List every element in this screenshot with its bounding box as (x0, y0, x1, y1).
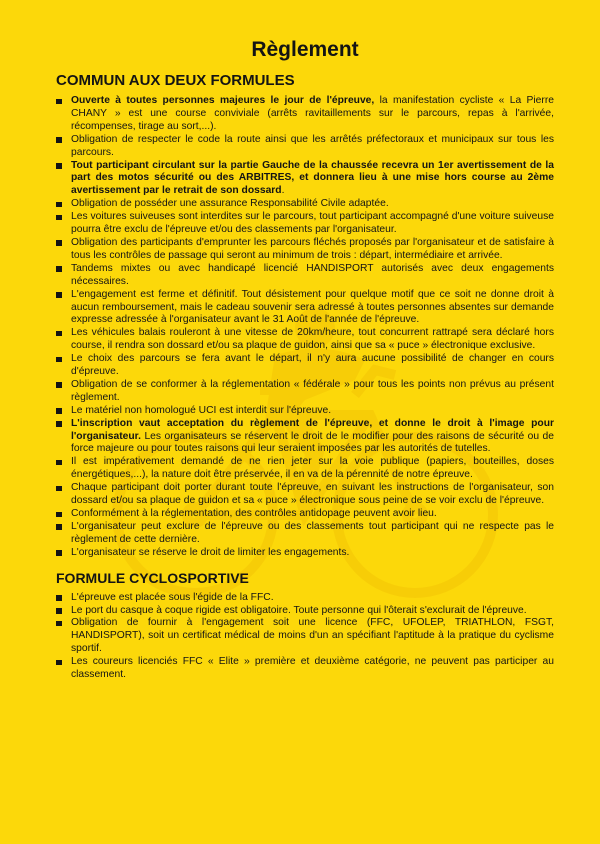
square-bullet-icon (56, 408, 62, 414)
rule-text: Chaque participant doit porter durant toute l'épreuve, en suivant les instructions de l'organisateur, son dossard et/ou sa plaque de guidon et sa « puce » électronique sous peine de se voir exclu de l'épreuve. (71, 482, 554, 507)
rule-item (56, 134, 554, 160)
square-bullet-icon (56, 163, 62, 169)
rule-item (56, 521, 554, 547)
rules-list-common (56, 95, 554, 560)
rule-text: Obligation de se conformer à la réglementation « fédérale » pour tous les points non prévus au présent règlement. (71, 378, 554, 403)
square-bullet-icon (56, 608, 62, 614)
rule-text: L'épreuve est placée sous l'égide de la FFC. (71, 591, 274, 603)
square-bullet-icon (56, 215, 62, 221)
square-bullet-icon (56, 382, 62, 388)
rule-item (56, 237, 554, 263)
rule-text: . (281, 185, 285, 197)
rule-text: L'engagement est ferme et définitif. Tout désistement pour quelque motif que ce soit ne donne droit à aucun remboursement, mais le cadeau souvenir sera adressé à toutes personnes absentes sur demande expresse adressée à l'organisateur avant le 31 Août de l'année de l'épreuve. (71, 288, 554, 326)
rule-item (56, 418, 554, 457)
rules-list-cyclosportive (56, 592, 554, 682)
square-bullet-icon (56, 99, 62, 105)
rule-item (56, 405, 554, 418)
rule-item (56, 160, 554, 199)
rule-item (56, 592, 554, 605)
rule-item (56, 656, 554, 682)
square-bullet-icon (56, 595, 62, 601)
rule-item (56, 327, 554, 353)
rule-text: Le port du casque à coque rigide est obligatoire. Toute personne qui l'ôterait s'exclurait de l'épreuve. (71, 604, 527, 616)
square-bullet-icon (56, 524, 62, 530)
rule-item (56, 353, 554, 379)
rule-text: L'organisateur se réserve le droit de limiter les engagements. (71, 546, 350, 558)
square-bullet-icon (56, 331, 62, 337)
rule-text: la manifestation cycliste « La Pierre CHANY » est une course conviviale (arrêts ravitaillements sur le parcours, repas à l'arrivée, récompenses, tirage au sort,...). (71, 95, 554, 132)
rule-text: Le matériel non homologué UCI est interdit sur l'épreuve. (71, 404, 332, 416)
rule-text: Obligation de posséder une assurance Responsabilité Civile adaptée. (71, 198, 389, 210)
square-bullet-icon (56, 292, 62, 298)
rule-text: Les organisateurs se réservent le droit de le modifier pour des raisons de sécurité ou de force majeure ou pour toutes raisons qui leur seraient imposées par les autorités de tutelles. (71, 430, 554, 455)
rule-bold-text: Tout participant circulant sur la partie Gauche de la chaussée recevra un 1er avertissement de la part des motos sécurité ou des ARBITRES, et donnera lieu à une mise hors course au 2ème avertissement par le retrait de son dossard (71, 159, 554, 197)
rule-item (56, 547, 554, 560)
section-heading-common: COMMUN AUX DEUX FORMULES (56, 72, 295, 89)
square-bullet-icon (56, 660, 62, 666)
square-bullet-icon (56, 202, 62, 208)
square-bullet-icon (56, 421, 62, 427)
section-heading-cyclosportive: FORMULE CYCLOSPORTIVE (56, 569, 249, 586)
rule-text: L'organisateur peut exclure de l'épreuve ou des classements tout participant qui ne respecte pas le règlement de cette dernière. (71, 520, 554, 545)
rule-bold-text: L'inscription vaut acceptation du règlement de l'épreuve, et donne le droit à l'image pour l'organisateur. (71, 417, 554, 442)
rule-item (56, 605, 554, 618)
rule-item (56, 379, 554, 405)
rule-item (56, 508, 554, 521)
square-bullet-icon (56, 240, 62, 246)
rule-item (56, 211, 554, 237)
rule-text: Il est impérativement demandé de ne rien jeter sur la voie publique (papiers, bouteilles, doses énergétiques,...), la nature doit être préservée, il en va de la pérennité de notre épreuve. (71, 456, 554, 481)
rule-text: Tandems mixtes ou avec handicapé licencié HANDISPORT autorisés avec deux engagements nécessaires. (71, 262, 554, 287)
rule-item (56, 289, 554, 328)
rule-text: Les voitures suiveuses sont interdites sur le parcours, tout participant accompagné d'une voiture suiveuse pourra être exclu de l'épreuve et/ou des classements par l'organisateur. (71, 211, 554, 236)
square-bullet-icon (56, 460, 62, 466)
rule-text: Obligation des participants d'emprunter les parcours fléchés proposés par l'organisateur et de satisfaire à tous les contrôles de passage qui seront au minimum de trois : départ, intermédiaire et arrivée. (71, 236, 554, 261)
square-bullet-icon (56, 266, 62, 272)
rule-item (56, 482, 554, 508)
page-title: Règlement (251, 38, 359, 61)
rule-item (56, 198, 554, 211)
square-bullet-icon (56, 137, 62, 143)
rule-text: Obligation de fournir à l'engagement soit une licence (FFC, UFOLEP, TRIATHLON, FSGT, HANDISPORT), soit un certificat médical de moins d'un an spécifiant l'aptitude à la pratique du cyclisme sportif. (71, 617, 554, 655)
square-bullet-icon (56, 486, 62, 492)
rule-text: Les coureurs licenciés FFC « Elite » première et deuxième catégorie, ne peuvent pas participer au classement. (71, 656, 554, 681)
square-bullet-icon (56, 550, 62, 556)
square-bullet-icon (56, 621, 62, 627)
rule-item (56, 456, 554, 482)
rule-item (56, 263, 554, 289)
rule-text: Le choix des parcours se fera avant le départ, il n'y aura aucune possibilité de changer en cours d'épreuve. (71, 353, 554, 378)
rule-item (56, 617, 554, 656)
rule-bold-text: Ouverte à toutes personnes majeures le jour de l'épreuve, (71, 95, 375, 106)
rule-text: Les véhicules balais rouleront à une vitesse de 20km/heure, tout concurrent rattrapé sera déclaré hors course, il rendra son dossard et/ou sa plaque de guidon, ainsi que sa « puce » électronique exclusive. (71, 327, 554, 352)
rule-item (56, 95, 554, 134)
rule-text: Conformément à la réglementation, des contrôles antidopage peuvent avoir lieu. (71, 508, 437, 519)
square-bullet-icon (56, 357, 62, 363)
square-bullet-icon (56, 512, 62, 518)
rule-text: Obligation de respecter le code la route ainsi que les arrêtés préfectoraux et municipaux sur tous les parcours. (71, 133, 554, 158)
